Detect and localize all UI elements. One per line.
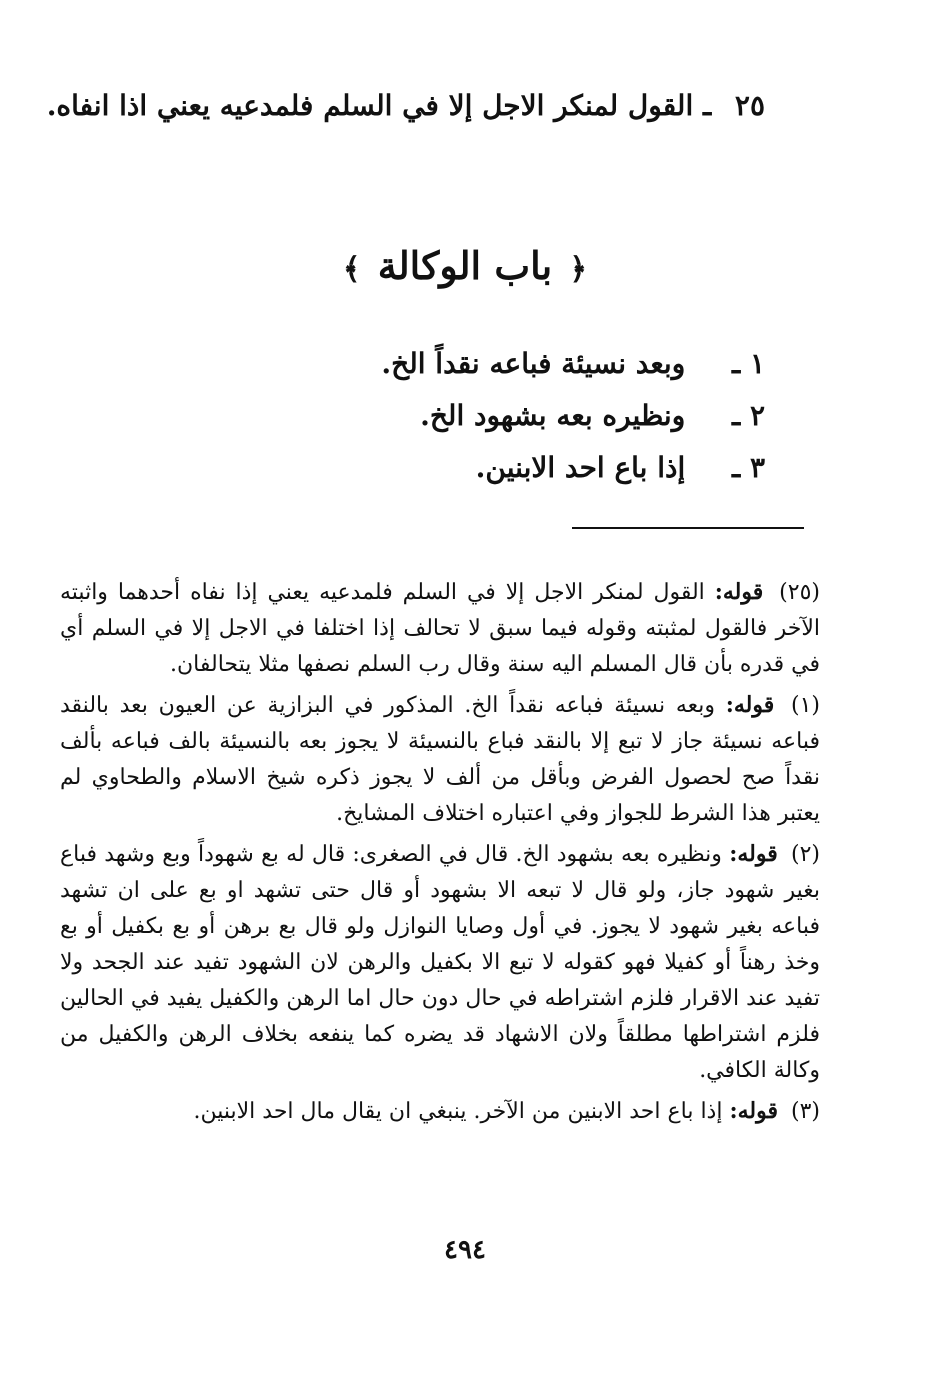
footnote: [60, 1093, 820, 1130]
footnote-label: قوله:: [725, 692, 775, 718]
ornament-left: ﴾: [342, 251, 361, 287]
main-text-item: [245, 390, 765, 442]
footnote-marker: (١): [790, 693, 820, 718]
footnote-label: قوله:: [729, 841, 778, 867]
footnote-marker: (٢): [790, 842, 820, 867]
item-number: ٣ ـ: [732, 451, 765, 484]
footnote: [60, 836, 820, 1089]
footnote-marker: (٣): [790, 1099, 820, 1124]
ornament-right: ﴿: [569, 251, 588, 287]
item-number: ١ ـ: [732, 347, 765, 380]
footnote: [60, 574, 820, 683]
footnote-text: القول لمنكر الاجل إلا في السلم فلمدعيه يعني إذا نفاه أحدهما واثبته الآخر فالقول لمثبته وقوله فيما سبق لا تحالف إذا اختلفا في الاجل إلا في السلم أي في قدره بأن قال المسلم اليه سنة وقال رب السلم نصفها مثلا يتحالفان.: [60, 580, 820, 677]
chapter-heading: [0, 236, 930, 300]
chapter-title-text: باب الوكالة: [377, 243, 553, 288]
footnote-label: قوله:: [729, 1098, 778, 1124]
main-text-item: [245, 338, 765, 390]
item-text: إذا باع احد الابنين.: [475, 451, 686, 484]
item-text: القول لمنكر الاجل إلا في السلم فلمدعيه يعني اذا انفاه.: [46, 89, 694, 122]
main-text-list: [245, 338, 765, 494]
item-dash: ـ: [702, 89, 712, 122]
footnote-text: ونظيره بعه بشهود الخ. قال في الصغرى: قال له بع شهوداً وبع وشهد فباع بغير شهود جاز، ولو قال لا تبعه الا بشهود أو قال حتى تشهد او بع على ان تشهد فباعه بغير شهود لا يجوز. في أول وصايا النوازل ولو قال بع برهن أو بع بكفيل أو بع وخذ رهناً أو كفيلا فهو كقوله لا تبع الا بكفيل والرهن لان الشهود تفيد عند الجحد ولا تفيد عند الاقرار فلزم اشتراطه في حال دون حال اما الرهن والكفيل يفيد في الحالين فلزم اشتراطها مطلقاً ولان الاشهاد قد يضره كما ينفعه بخلاف الرهن والكفيل من وكالة الكافي.: [60, 842, 820, 1083]
main-text-item: [245, 442, 765, 494]
footnote: [60, 687, 820, 832]
page-number: ٤٩٤: [444, 1235, 486, 1265]
footnote-text: إذا باع احد الابنين من الآخر. ينبغي ان يقال مال احد الابنين.: [193, 1099, 723, 1124]
item-number: ٢٥: [734, 89, 765, 122]
footnote-marker: (٢٥): [779, 580, 820, 605]
item-number: ٢ ـ: [732, 399, 765, 432]
footnote-divider: [572, 527, 804, 529]
main-text-item-25: [46, 84, 765, 128]
footnote-label: قوله:: [714, 579, 764, 605]
footnote-text: وبعه نسيئة فباعه نقداً الخ. المذكور في البزازية عن العيون بعد بالنقد فباعه نسيئة جاز لا تبع إلا بالنقد فباع بالنسيئة لا يجوز بعه بالنسيئة بالف فباعه بألف نقداً صح لحصول الفرض وبأقل من ألف لا يجوز ذكره شيخ الاسلام والطحاوي لم يعتبر هذا الشرط للجواز وفي اعتباره اختلاف المشايخ.: [60, 693, 820, 826]
item-text: ونظيره بعه بشهود الخ.: [420, 399, 686, 432]
footnotes: [60, 574, 820, 1134]
item-text: وبعد نسيئة فباعه نقداً الخ.: [381, 347, 686, 380]
